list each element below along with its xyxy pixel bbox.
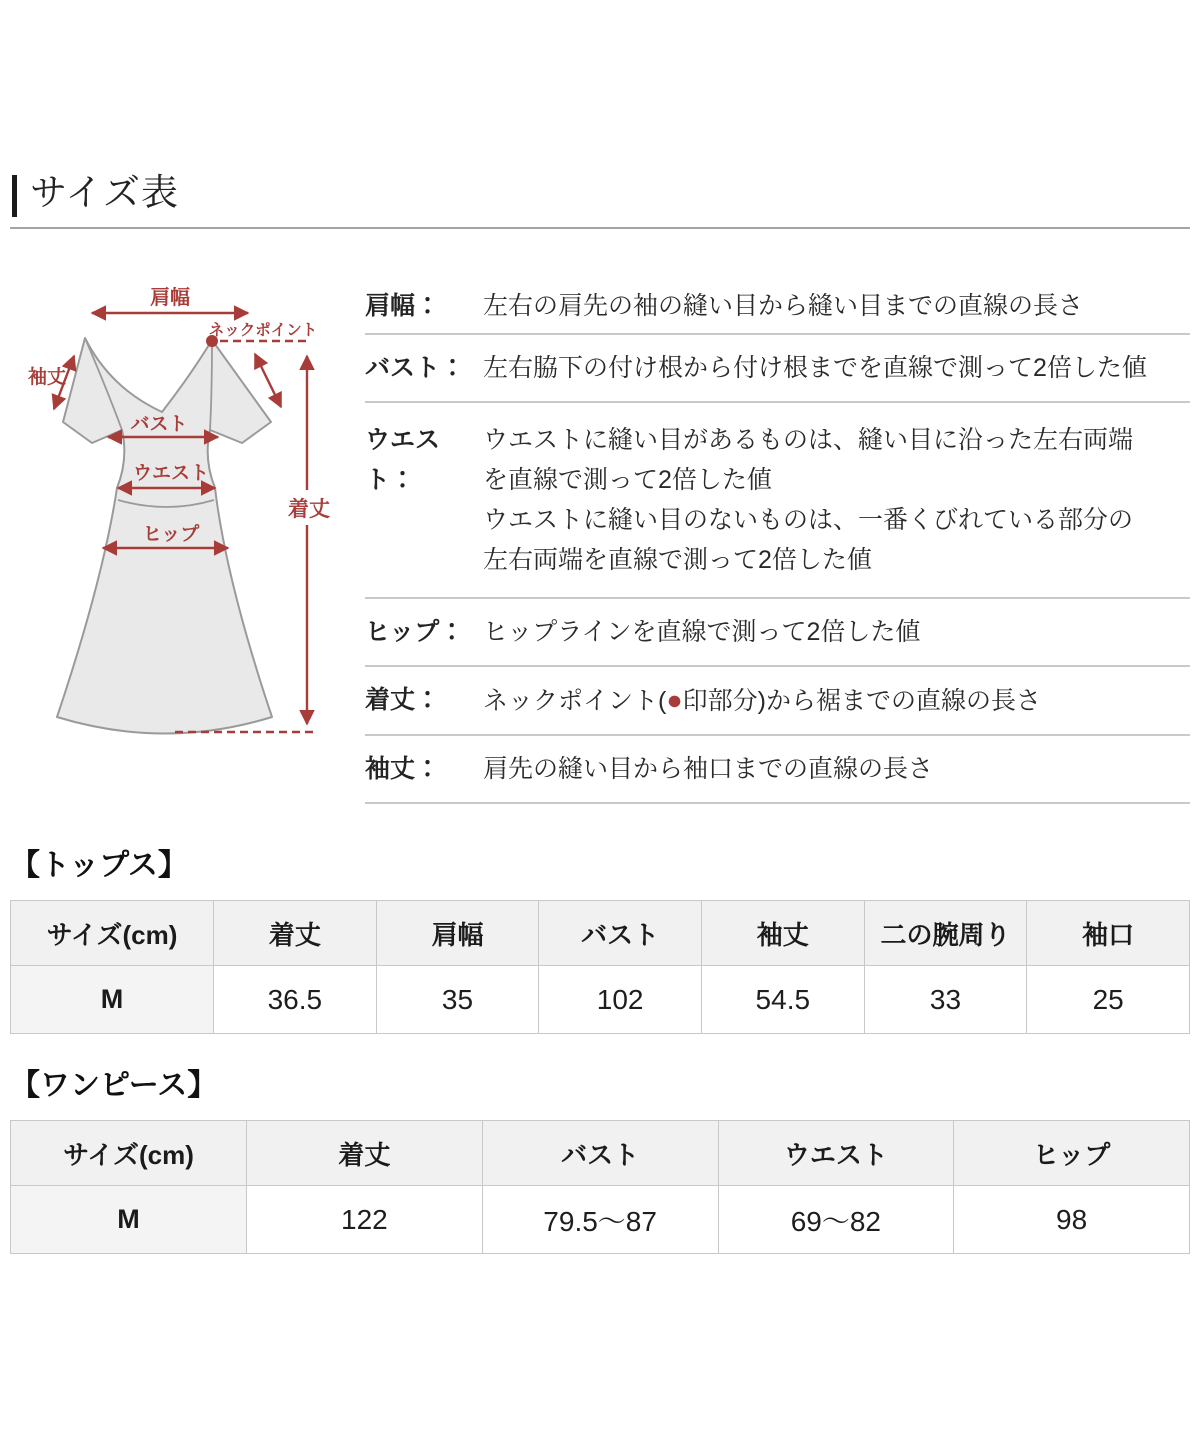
dress-diagram-svg	[10, 280, 360, 800]
size-table-heading: 【ワンピース】	[10, 1069, 218, 1102]
size-value-cell: 35	[376, 966, 539, 1034]
shoulder-width-label: 肩幅	[150, 287, 190, 309]
definition-line: ウエストに縫い目のないものは、一番くびれている部分の	[483, 506, 1134, 534]
length-label: 着丈	[288, 498, 330, 521]
size-table	[10, 1120, 1190, 1254]
column-header: バスト	[482, 1121, 718, 1186]
definition-line: 左右の肩先の袖の縫い目から縫い目までの直線の長さ	[483, 292, 1084, 320]
size-value-cell: 102	[539, 966, 702, 1034]
size-value-cell: 54.5	[701, 966, 864, 1034]
definition-text	[483, 348, 1190, 388]
title-divider	[10, 227, 1190, 229]
column-header: ウエスト	[718, 1121, 954, 1186]
definition-text	[483, 749, 1190, 789]
definition-line: を直線で測って2倍した値	[483, 466, 772, 494]
column-header: 二の腕周り	[864, 901, 1027, 966]
size-value-cell: 79.5〜87	[482, 1186, 718, 1254]
definition-text	[483, 612, 1190, 652]
definition-row	[365, 282, 1190, 335]
column-header: 肩幅	[376, 901, 539, 966]
column-header: 着丈	[247, 1121, 483, 1186]
definition-line: 左右両端を直線で測って2倍した値	[483, 546, 872, 574]
right-sleeve-length-arrow	[255, 354, 281, 407]
column-header: 袖丈	[701, 901, 864, 966]
row-size-label: M	[11, 1186, 247, 1254]
definition-row	[365, 599, 1190, 667]
definition-text	[483, 286, 1190, 326]
definition-term: バスト：	[365, 354, 466, 382]
hip-label: ヒップ	[142, 524, 200, 545]
definition-term: ウエスト：	[365, 426, 441, 494]
definition-term: 袖丈：	[365, 755, 441, 783]
bust-label: バスト	[130, 414, 188, 435]
waist-label: ウエスト	[132, 463, 210, 484]
column-header: 袖口	[1027, 901, 1190, 966]
table-row	[11, 1186, 1190, 1254]
measurement-definitions	[365, 282, 1190, 804]
definition-line	[483, 680, 1190, 721]
sleeve-length-label: 袖丈	[27, 367, 67, 388]
page-title: サイズ表	[30, 172, 180, 213]
column-header: バスト	[539, 901, 702, 966]
definition-text	[483, 420, 1190, 580]
row-size-label: M	[11, 966, 214, 1034]
definition-line: 肩先の縫い目から袖口までの直線の長さ	[483, 755, 934, 783]
definition-line: ウエストに縫い目があるものは、縫い目に沿った左右両端	[483, 426, 1134, 454]
size-table-header-row	[11, 901, 1190, 966]
size-table-header-row	[11, 1121, 1190, 1186]
definition-row	[365, 403, 1190, 599]
size-table-body	[11, 966, 1190, 1034]
size-value-cell: 98	[954, 1186, 1190, 1254]
definition-row	[365, 736, 1190, 804]
size-table-section	[10, 848, 1190, 1034]
size-table-heading: 【トップス】	[10, 849, 188, 882]
size-table-section	[10, 1068, 1190, 1254]
neck-point-dot-glyph: ●	[666, 685, 683, 715]
definition-line: 左右脇下の付け根から付け根までを直線で測って2倍した値	[483, 354, 1147, 382]
size-value-cell: 25	[1027, 966, 1190, 1034]
neck-point-label: ネックポイント	[208, 322, 318, 339]
definition-line-prefix: ネックポイント(	[483, 687, 667, 715]
column-header: サイズ(cm)	[11, 1121, 247, 1186]
size-table	[10, 900, 1190, 1034]
size-value-cell: 122	[247, 1186, 483, 1254]
size-value-cell: 33	[864, 966, 1027, 1034]
page-header	[10, 170, 1190, 229]
size-table-header	[11, 901, 1190, 966]
definition-row	[365, 667, 1190, 736]
definition-term: 着丈：	[365, 686, 441, 714]
size-table-header	[11, 1121, 1190, 1186]
dress-measurement-diagram	[10, 280, 360, 800]
definition-row	[365, 335, 1190, 403]
definition-line: ヒップラインを直線で測って2倍した値	[483, 618, 921, 646]
definition-term: 肩幅：	[365, 292, 441, 320]
title-accent-bar	[12, 175, 17, 217]
definition-line-suffix: 印部分)から裾までの直線の長さ	[682, 687, 1041, 715]
table-row	[11, 966, 1190, 1034]
size-value-cell: 36.5	[214, 966, 377, 1034]
definition-text	[483, 680, 1190, 721]
size-value-cell: 69〜82	[718, 1186, 954, 1254]
column-header: サイズ(cm)	[11, 901, 214, 966]
column-header: ヒップ	[954, 1121, 1190, 1186]
column-header: 着丈	[214, 901, 377, 966]
size-table-body	[11, 1186, 1190, 1254]
definition-term: ヒップ：	[365, 618, 465, 646]
